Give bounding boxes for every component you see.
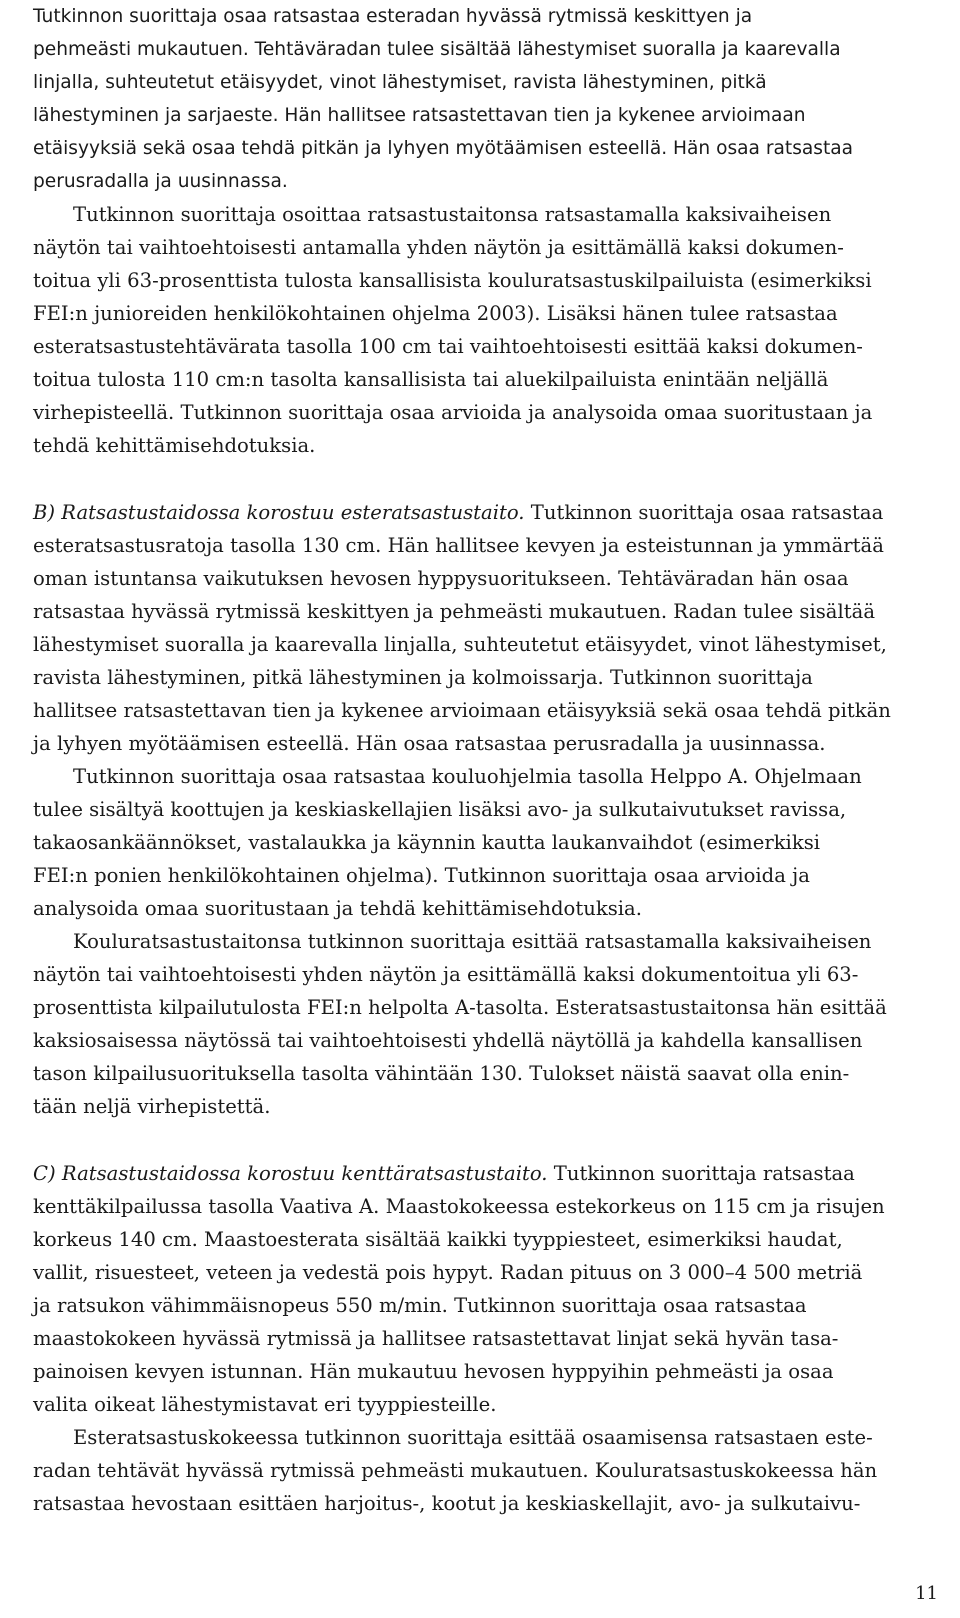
text-line: kaksiosaisessa näytössä tai vaihtoehtoisesti yhdellä näytöllä ja kahdella kansallisen	[33, 1029, 863, 1052]
section-b-lead: Tutkinnon suorittaja osaa ratsastaa	[524, 501, 884, 524]
text-line: korkeus 140 cm. Maastoesterata sisältää kaikki tyyppiesteet, esimerkiksi haudat,	[33, 1228, 843, 1251]
text-line: kenttäkilpailussa tasolla Vaativa A. Maastokokeessa estekorkeus on 115 cm ja risujen	[33, 1195, 885, 1218]
body-text	[33, 0, 913, 1520]
section-b-heading: B) Ratsastustaidossa korostuu esteratsastustaito.	[33, 501, 525, 524]
text-line: linjalla, suhteutetut etäisyydet, vinot lähestymiset, ravista lähestyminen, pitkä	[33, 72, 767, 93]
text-line: ratsastaa hevostaan esittäen harjoitus-, kootut ja keskiaskellajit, avo- ja sulkutaivu-	[33, 1492, 861, 1515]
section-gap	[33, 462, 913, 496]
page-number: 11	[915, 1583, 938, 1604]
text-line: tason kilpailusuorituksella tasolta vähintään 130. Tulokset näistä saavat olla enin-	[33, 1062, 850, 1085]
text-line: lähestyminen ja sarjaeste. Hän hallitsee ratsastettavan tien ja kykenee arvioimaan	[33, 105, 806, 126]
text-line: tään neljä virhepistettä.	[33, 1095, 271, 1118]
text-line: maastokokeen hyvässä rytmissä ja hallitsee ratsastettavat linjat sekä hyvän tasa-	[33, 1327, 839, 1350]
text-line: oman istuntansa vaikutuksen hevosen hyppysuoritukseen. Tehtäväradan hän osaa	[33, 567, 849, 590]
text-line: ja lyhyen myötäämisen esteellä. Hän osaa ratsastaa perusradalla ja uusinnassa.	[33, 732, 826, 755]
text-line: ratsastaa hyvässä rytmissä keskittyen ja pehmeästi mukautuen. Radan tulee sisältää	[33, 600, 875, 623]
text-line: painoisen kevyen istunnan. Hän mukautuu hevosen hyppyihin pehmeästi ja osaa	[33, 1360, 834, 1383]
text-line: radan tehtävät hyvässä rytmissä pehmeästi mukautuen. Kouluratsastuskokeessa hän	[33, 1459, 878, 1482]
text-line: näytön tai vaihtoehtoisesti yhden näytön ja esittämällä kaksi dokumentoitua yli 63-	[33, 963, 859, 986]
text-line: toitua tulosta 110 cm:n tasolta kansallisista tai aluekilpailuista enintään neljällä	[33, 368, 829, 391]
text-line: analysoida omaa suoritustaan ja tehdä kehittämisehdotuksia.	[33, 897, 642, 920]
text-line: valita oikeat lähestymistavat eri tyyppiesteille.	[33, 1393, 497, 1416]
text-line: esteratsastustehtävärata tasolla 100 cm tai vaihtoehtoisesti esittää kaksi dokumen-	[33, 335, 863, 358]
section-c-lead: Tutkinnon suorittaja ratsastaa	[547, 1162, 855, 1185]
text-line: Esteratsastuskokeessa tutkinnon suorittaja esittää osaamisensa ratsastaen este-	[73, 1426, 873, 1449]
section-c	[33, 1157, 913, 1520]
section-c-heading: C) Ratsastustaidossa korostuu kenttäratsastustaito.	[33, 1162, 548, 1185]
text-line: Tutkinnon suorittaja osaa ratsastaa esteradan hyvässä rytmissä keskittyen ja	[33, 6, 753, 27]
text-line: esteratsastusratoja tasolla 130 cm. Hän hallitsee kevyen ja esteistunnan ja ymmärtää	[33, 534, 884, 557]
section-b	[33, 496, 913, 1123]
text-line	[33, 1157, 913, 1190]
text-line: etäisyyksiä sekä osaa tehdä pitkän ja lyhyen myötäämisen esteellä. Hän osaa ratsastaa	[33, 138, 854, 159]
paragraph-ratsastustaito-naytto	[33, 198, 913, 462]
text-line: pehmeästi mukautuen. Tehtäväradan tulee sisältää lähestymiset suoralla ja kaarevalla	[33, 39, 841, 60]
text-line: perusradalla ja uusinnassa.	[33, 171, 288, 192]
text-line: Tutkinnon suorittaja osaa ratsastaa kouluohjelmia tasolla Helppo A. Ohjelmaan	[73, 765, 862, 788]
text-line: Kouluratsastustaitonsa tutkinnon suorittaja esittää ratsastamalla kaksivaiheisen	[73, 930, 872, 953]
text-line: virhepisteellä. Tutkinnon suorittaja osaa arvioida ja analysoida omaa suoritustaan ja	[33, 401, 873, 424]
paragraph-esteratsastus-continued	[33, 0, 913, 198]
text-line	[33, 496, 913, 529]
text-line: ja ratsukon vähimmäisnopeus 550 m/min. Tutkinnon suorittaja osaa ratsastaa	[33, 1294, 807, 1317]
text-line: takaosankäännökset, vastalaukka ja käynnin kautta laukanvaihdot (esimerkiksi	[33, 831, 821, 854]
text-line: FEI:n junioreiden henkilökohtainen ohjelma 2003). Lisäksi hänen tulee ratsastaa	[33, 302, 838, 325]
text-line: vallit, risuesteet, veteen ja vedestä pois hypyt. Radan pituus on 3 000–4 500 metriä	[33, 1261, 863, 1284]
text-line: toitua yli 63-prosenttista tulosta kansallisista kouluratsastuskilpailuista (esimerkiksi	[33, 269, 872, 292]
text-line: FEI:n ponien henkilökohtainen ohjelma). Tutkinnon suorittaja osaa arvioida ja	[33, 864, 810, 887]
text-line: prosenttista kilpailutulosta FEI:n helpolta A-tasolta. Esteratsastustaitonsa hän esittää	[33, 996, 887, 1019]
text-line: Tutkinnon suorittaja osoittaa ratsastustaitonsa ratsastamalla kaksivaiheisen	[73, 203, 832, 226]
text-line: tulee sisältyä koottujen ja keskiaskellajien lisäksi avo- ja sulkutaivutukset ravissa,	[33, 798, 847, 821]
text-line: hallitsee ratsastettavan tien ja kykenee arvioimaan etäisyyksiä sekä osaa tehdä pitkän	[33, 699, 891, 722]
text-line: lähestymiset suoralla ja kaarevalla linjalla, suhteutetut etäisyydet, vinot lähestymiset,	[33, 633, 887, 656]
text-line: tehdä kehittämisehdotuksia.	[33, 434, 316, 457]
text-line: ravista lähestyminen, pitkä lähestyminen ja kolmoissarja. Tutkinnon suorittaja	[33, 666, 813, 689]
section-gap	[33, 1123, 913, 1157]
text-line: näytön tai vaihtoehtoisesti antamalla yhden näytön ja esittämällä kaksi dokumen-	[33, 236, 844, 259]
